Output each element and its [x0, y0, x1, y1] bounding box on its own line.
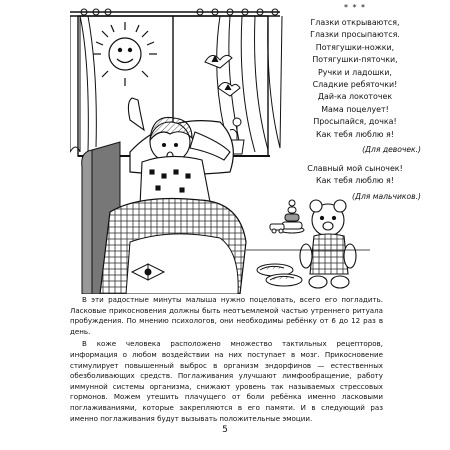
poem-line: Сладкие ребяточки! [312, 80, 398, 90]
poem-note-boys: (Для мальчиков.) [352, 191, 421, 201]
poem-line: Просыпайся, дочка! [313, 117, 397, 127]
poem-line: Дай-ка локоточек [317, 92, 393, 102]
poem [285, 4, 425, 203]
poem-line: Глазки открываются, [310, 18, 400, 27]
toy-car-icon [270, 224, 284, 233]
bird-icon [205, 55, 240, 96]
poem-line: Потягушки-пяточки, [312, 55, 398, 65]
poem-line: Славный мой сыночек! [307, 164, 403, 174]
poem-line: Мама поцелует! [321, 104, 389, 114]
poem-line: Как тебя люблю я! [316, 129, 394, 139]
poem-ornament: * * * [343, 3, 367, 12]
poem-line: Как тебя люблю я! [316, 176, 394, 186]
poem-note-girls: (Для девочек.) [362, 145, 421, 155]
paragraph: В коже человека расположено множество тактильных рецепторов, информация о любом воздействии на них поступает в мозг. Прикосновение стимулирует повышенный выброс в организм эндорфинов — естественных обезболивающих средств. Поглаживания улучшают лимфообращение, работу иммунной системы организма, снижают уровень так называемых стрессовых гормонов. Можем утешить плачущего от боли ребёнка именно ласковыми поглаживаниями, которые закрепляются в его памяти. И в следующий раз именно поглаживания будут вызывать положительные эмоции. [70, 339, 383, 423]
left-curtain [70, 16, 96, 152]
body-text [70, 295, 383, 424]
poem-line: Потягушки-ножки, [315, 42, 395, 52]
teddy-bear-icon [300, 200, 356, 288]
poem-line: Ручки и ладошки, [318, 67, 392, 77]
slippers-icon [257, 264, 302, 286]
paragraph: В эти радостные минуты малыша нужно поцеловать, всего его погладить. Ласковые прикосновения должны быть неотъемлемой частью утреннего ритуала пробуждения. По мнению психологов, они необходимы ребёнку от 6 до 12 раз в день. [70, 295, 383, 336]
poem-line: Глазки просыпаются. [310, 30, 400, 40]
sun-icon [93, 22, 157, 86]
page-number: 5 [222, 425, 228, 435]
